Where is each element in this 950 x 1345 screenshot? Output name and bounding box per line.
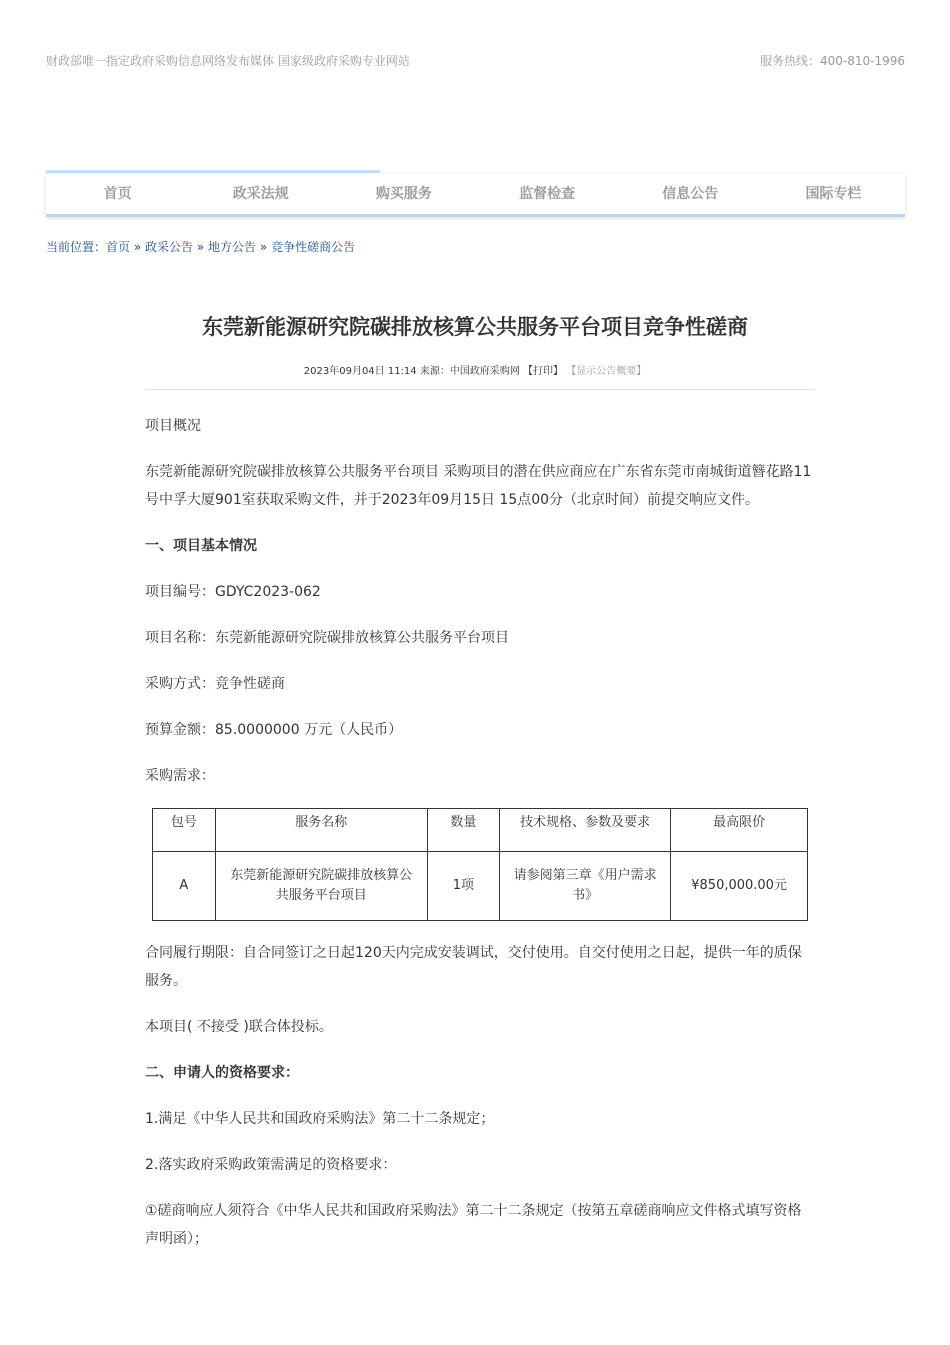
cell-service-name: 东莞新能源研究院碳排放核算公共服务平台项目 xyxy=(215,852,427,921)
cell-specifications: 请参阅第三章《用户需求书》 xyxy=(500,852,671,921)
breadcrumb-home[interactable]: 首页 xyxy=(106,240,131,254)
consortium-note: 本项目( 不接受 )联合体投标。 xyxy=(145,1019,333,1035)
requirements-table xyxy=(152,808,808,921)
section1-heading: 一、项目基本情况 xyxy=(145,538,257,554)
procurement-method: 采购方式：竞争性磋商 xyxy=(145,676,285,692)
header-quantity: 数量 xyxy=(427,809,499,852)
breadcrumb-separator: » xyxy=(133,240,142,254)
budget-amount: 预算金额：85.0000000 万元（人民币） xyxy=(145,722,403,738)
breadcrumb-separator: » xyxy=(196,240,205,254)
project-name: 项目名称：东莞新能源研究院碳排放核算公共服务平台项目 xyxy=(145,630,509,646)
cell-package-no: A xyxy=(153,852,216,921)
breadcrumb-prefix: 当前位置： xyxy=(46,240,107,254)
header-max-price: 最高限价 xyxy=(671,809,808,852)
contract-period: 合同履行期限：自合同签订之日起120天内完成安装调试，交付使用。自交付使用之日起，提供一年的质保服务。 xyxy=(145,945,802,989)
header-specifications: 技术规格、参数及要求 xyxy=(500,809,671,852)
article-meta xyxy=(0,362,950,377)
requirement-3: ①磋商响应人须符合《中华人民共和国政府采购法》第二十二条规定（按第五章磋商响应文件格式填写资格声明函）； xyxy=(145,1203,802,1247)
cell-max-price: ¥850,000.00元 xyxy=(671,852,808,921)
section2-heading: 二、申请人的资格要求： xyxy=(145,1065,299,1081)
overview-text: 东莞新能源研究院碳排放核算公共服务平台项目 采购项目的潜在供应商应在广东省东莞市南城街道簪花路11号中孚大厦901室获取采购文件，并于2023年09月15日 15点00分（北京时间）前提交响应文件。 xyxy=(145,464,812,508)
header-service-name: 服务名称 xyxy=(215,809,427,852)
breadcrumb-level1[interactable]: 政采公告 xyxy=(145,240,194,254)
nav-item-home[interactable]: 首页 xyxy=(103,186,132,202)
project-number: 项目编号：GDYC2023-062 xyxy=(145,584,321,600)
nav-item-announcements[interactable]: 信息公告 xyxy=(662,186,719,202)
top-bar xyxy=(46,52,905,70)
site-slogan: 财政部唯一指定政府采购信息网络发布媒体 国家级政府采购专业网站 xyxy=(46,54,410,68)
show-summary-link[interactable]: 【显示公告概要】 xyxy=(566,366,647,377)
nav-item-international[interactable]: 国际专栏 xyxy=(805,186,862,202)
table-header-row xyxy=(153,809,808,852)
breadcrumb-separator: » xyxy=(259,240,268,254)
title-divider xyxy=(145,389,815,390)
requirement-2: 2.落实政府采购政策需满足的资格要求： xyxy=(145,1157,397,1173)
requirements-label: 采购需求： xyxy=(145,768,215,784)
nav-item-supervision[interactable]: 监督检查 xyxy=(519,186,576,202)
header-package-no: 包号 xyxy=(153,809,216,852)
breadcrumb-level2[interactable]: 地方公告 xyxy=(208,240,257,254)
publish-info: 2023年09月04日 11:14 来源：中国政府采购网 xyxy=(303,366,520,377)
breadcrumb xyxy=(46,238,355,255)
nav-accent-bar xyxy=(46,170,380,173)
breadcrumb-level3[interactable]: 竞争性磋商公告 xyxy=(271,240,356,254)
print-link[interactable]: 【打印】 xyxy=(523,366,564,377)
table-row xyxy=(153,852,808,921)
main-nav xyxy=(46,174,905,217)
nav-item-regulations[interactable]: 政采法规 xyxy=(232,186,289,202)
service-hotline: 服务热线：400-810-1996 xyxy=(759,54,905,68)
nav-item-purchase-services[interactable]: 购买服务 xyxy=(375,186,432,202)
requirement-1: 1.满足《中华人民共和国政府采购法》第二十二条规定； xyxy=(145,1111,495,1127)
article-content xyxy=(145,412,815,1271)
article-title: 东莞新能源研究院碳排放核算公共服务平台项目竞争性磋商 xyxy=(202,315,748,339)
cell-quantity: 1项 xyxy=(427,852,499,921)
overview-heading: 项目概况 xyxy=(145,418,201,434)
